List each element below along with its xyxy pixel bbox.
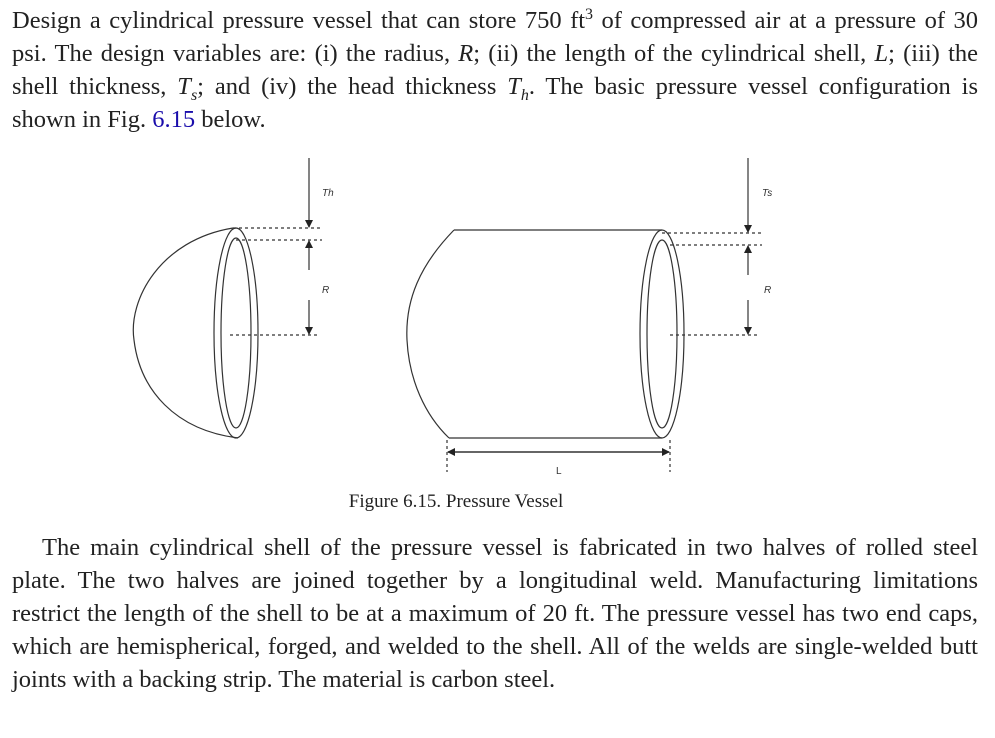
description-paragraph: The main cylindrical shell of the pressure vessel is fabricated in two halves of rolled steel plate. The two halves are joined together by a longitudinal weld. Manufacturing limitations restrict the length of the shell to be at a maximum of 20 ft. The pressure vessel has two end caps, which are hemispherical, forged, and welded to the shell. All of the welds are single-welded butt joints with a backing strip. The material is carbon steel.	[12, 534, 978, 693]
text: Design a cylindrical pressure vessel that can store 750 ft	[12, 7, 586, 34]
text: ; (ii) the length of the cylindrical shell,	[473, 40, 875, 67]
var-r: R	[458, 40, 474, 67]
var-ts-sub: s	[190, 86, 198, 104]
text: of compressed air at a pressure of 30 psi. The design variables are: (i) the radius,	[12, 7, 978, 67]
var-th-sub: h	[520, 86, 529, 104]
label-ts: Ts	[762, 188, 773, 199]
label-r-head: R	[322, 285, 330, 296]
text: ; and (iv) the head thickness	[197, 73, 508, 100]
var-l: L	[874, 40, 889, 67]
var-ts: T	[177, 73, 191, 100]
shell-inner-rim	[647, 240, 677, 428]
pressure-vessel-diagram	[0, 150, 995, 490]
shell-left-edge	[407, 230, 454, 438]
head-dome	[133, 228, 238, 438]
text: below.	[195, 106, 266, 133]
label-th: Th	[322, 188, 334, 199]
intro-paragraph	[12, 4, 978, 136]
label-r-shell: R	[764, 285, 772, 296]
figure-caption: Figure 6.15. Pressure Vessel	[348, 491, 564, 512]
label-l: L	[556, 466, 562, 477]
superscript: 3	[585, 5, 594, 23]
text: . The basic pressure vessel configuration is shown in Fig.	[12, 73, 978, 133]
head-inner-rim	[221, 238, 251, 428]
var-th: T	[507, 73, 521, 100]
figure-link[interactable]: 6.15	[152, 106, 196, 133]
text: ; (iii) the shell thickness,	[12, 40, 978, 100]
